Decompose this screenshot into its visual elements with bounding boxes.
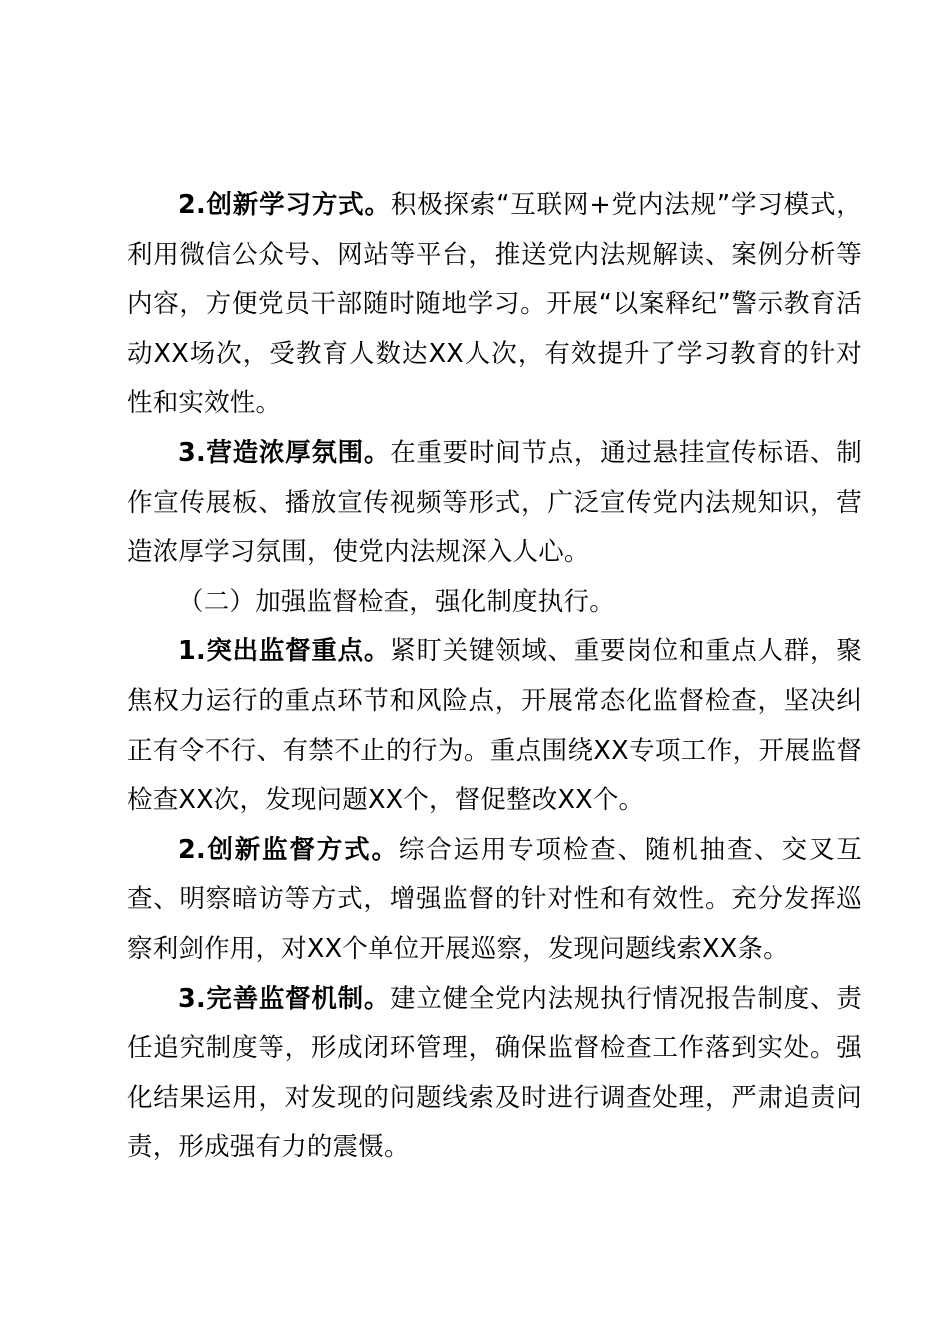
paragraph-text: 在重要时间节点，通过悬挂宣传标语、制作宣传展板、播放宣传视频等形式，广泛宣传党内法规知识，营造浓厚学习氛围，使党内法规深入人心。 — [127, 437, 862, 568]
paragraph-create-atmosphere — [127, 429, 862, 578]
paragraph-heading: 1.突出监督重点。 — [178, 636, 391, 667]
paragraph-text: 建立健全党内法规执行情况报告制度、责任追究制度等，形成闭环管理，确保监督检查工作落到实处。强化结果运用，对发现的问题线索及时进行调查处理，严肃追责问责，形成强有力的震慑。 — [127, 983, 862, 1163]
paragraph-text: 紧盯关键领域、重要岗位和重点人群，聚焦权力运行的重点环节和风险点，开展常态化监督检查，坚决纠正有令不行、有禁不止的行为。重点围绕XX专项工作，开展监督检查XX次，发现问题XX个，督促整改XX个。 — [127, 636, 862, 816]
paragraph-heading: 2.创新学习方式。 — [178, 190, 391, 220]
paragraph-heading: 2.创新监督方式。 — [178, 834, 399, 865]
paragraph-text: 综合运用专项检查、随机抽查、交叉互查、明察暗访等方式，增强监督的针对性和有效性。充分发挥巡察利剑作用，对XX个单位开展巡察，发现问题线索XX条。 — [127, 834, 862, 964]
section-heading-supervision — [127, 578, 862, 628]
paragraph-innovate-learning — [127, 181, 862, 429]
paragraph-text: 积极探索“互联网+党内法规”学习模式，利用微信公众号、网站等平台，推送党内法规解读、案例分析等内容，方便党员干部随时随地学习。开展“以案释纪”警示教育活动XX场次，受教育人数达XX人次，有效提升了学习教育的针对性和实效性。 — [127, 190, 863, 419]
paragraph-supervision-methods — [127, 826, 862, 975]
section-heading-text: （二）加强监督检查，强化制度执行。 — [178, 586, 615, 617]
paragraph-heading: 3.营造浓厚氛围。 — [178, 437, 391, 468]
paragraph-supervision-mechanism — [127, 975, 862, 1173]
paragraph-heading: 3.完善监督机制。 — [178, 983, 391, 1014]
document-body — [127, 181, 862, 1173]
paragraph-supervision-focus — [127, 627, 862, 825]
